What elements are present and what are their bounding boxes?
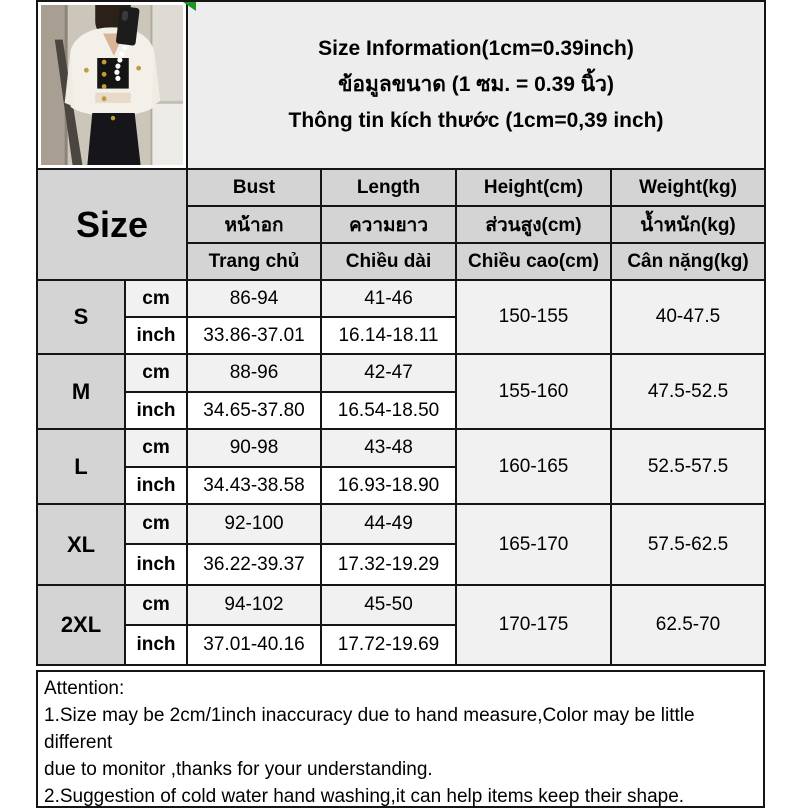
size-label: L	[37, 429, 125, 504]
length-inch-value: 16.93-18.90	[321, 467, 456, 504]
attention-note-box	[36, 670, 765, 808]
weight-value: 52.5-57.5	[611, 429, 765, 504]
size-row-l-cm	[37, 429, 765, 467]
bust-cm-value: 90-98	[187, 429, 321, 467]
length-header-th: ความยาว	[321, 206, 456, 243]
unit-cm-label: cm	[125, 585, 187, 625]
height-value: 170-175	[456, 585, 611, 665]
bust-inch-value: 34.65-37.80	[187, 392, 321, 429]
length-inch-value: 16.54-18.50	[321, 392, 456, 429]
unit-inch-label: inch	[125, 544, 187, 585]
size-label: 2XL	[37, 585, 125, 665]
weight-header-vi: Cân nặng(kg)	[611, 243, 765, 280]
weight-header-th: น้ำหนัก(kg)	[611, 206, 765, 243]
weight-value: 47.5-52.5	[611, 354, 765, 429]
attention-note-2: 2.Suggestion of cold water hand washing,it can help items keep their shape.	[44, 786, 685, 807]
unit-cm-label: cm	[125, 504, 187, 544]
size-table	[36, 0, 766, 666]
bust-cm-value: 94-102	[187, 585, 321, 625]
product-photo-cell	[37, 1, 187, 169]
weight-value: 57.5-62.5	[611, 504, 765, 585]
weight-value: 40-47.5	[611, 280, 765, 354]
length-inch-value: 17.72-19.69	[321, 625, 456, 665]
length-cm-value: 41-46	[321, 280, 456, 317]
bust-cm-value: 92-100	[187, 504, 321, 544]
size-row-s-cm	[37, 280, 765, 317]
top-row	[37, 1, 765, 169]
height-value: 155-160	[456, 354, 611, 429]
height-header-vi: Chiều cao(cm)	[456, 243, 611, 280]
length-header-en: Length	[321, 169, 456, 206]
unit-inch-label: inch	[125, 392, 187, 429]
size-information-title-cell	[187, 1, 765, 169]
unit-inch-label: inch	[125, 317, 187, 354]
height-header-en: Height(cm)	[456, 169, 611, 206]
title-th: ข้อมูลขนาด (1 ซม. = 0.39 นิ้ว)	[338, 73, 614, 96]
length-inch-value: 17.32-19.29	[321, 544, 456, 585]
unit-inch-label: inch	[125, 467, 187, 504]
length-inch-value: 16.14-18.11	[321, 317, 456, 354]
header-row-en	[37, 169, 765, 206]
bust-header-vi: Trang chủ	[187, 243, 321, 280]
unit-cm-label: cm	[125, 280, 187, 317]
bust-inch-value: 34.43-38.58	[187, 467, 321, 504]
bust-cm-value: 86-94	[187, 280, 321, 317]
product-photo	[41, 5, 183, 165]
length-cm-value: 44-49	[321, 504, 456, 544]
height-value: 165-170	[456, 504, 611, 585]
length-cm-value: 45-50	[321, 585, 456, 625]
bust-cm-value: 88-96	[187, 354, 321, 392]
weight-value: 62.5-70	[611, 585, 765, 665]
length-cm-value: 43-48	[321, 429, 456, 467]
weight-header-en: Weight(kg)	[611, 169, 765, 206]
bust-inch-value: 37.01-40.16	[187, 625, 321, 665]
attention-note-1a: 1.Size may be 2cm/1inch inaccuracy due to hand measure,Color may be little different	[44, 705, 695, 753]
height-value: 150-155	[456, 280, 611, 354]
attention-title: Attention:	[44, 678, 125, 699]
size-row-xl-cm	[37, 504, 765, 544]
unit-cm-label: cm	[125, 354, 187, 392]
size-row-m-cm	[37, 354, 765, 392]
unit-inch-label: inch	[125, 625, 187, 665]
green-corner-marker-icon	[183, 2, 196, 11]
attention-note-1b: due to monitor ,thanks for your understanding.	[44, 759, 433, 780]
model-selfie-illustration	[41, 5, 183, 165]
size-row-2xl-cm	[37, 585, 765, 625]
size-chart-sheet	[36, 0, 765, 808]
bust-header-en: Bust	[187, 169, 321, 206]
title-vi: Thông tin kích thước (1cm=0,39 inch)	[288, 109, 664, 132]
size-column-header: Size	[37, 169, 187, 280]
length-header-vi: Chiều dài	[321, 243, 456, 280]
bust-inch-value: 33.86-37.01	[187, 317, 321, 354]
size-label: M	[37, 354, 125, 429]
height-header-th: ส่วนสูง(cm)	[456, 206, 611, 243]
bust-inch-value: 36.22-39.37	[187, 544, 321, 585]
title-en: Size Information(1cm=0.39inch)	[318, 37, 634, 60]
length-cm-value: 42-47	[321, 354, 456, 392]
size-label: S	[37, 280, 125, 354]
size-label: XL	[37, 504, 125, 585]
height-value: 160-165	[456, 429, 611, 504]
unit-cm-label: cm	[125, 429, 187, 467]
bust-header-th: หน้าอก	[187, 206, 321, 243]
